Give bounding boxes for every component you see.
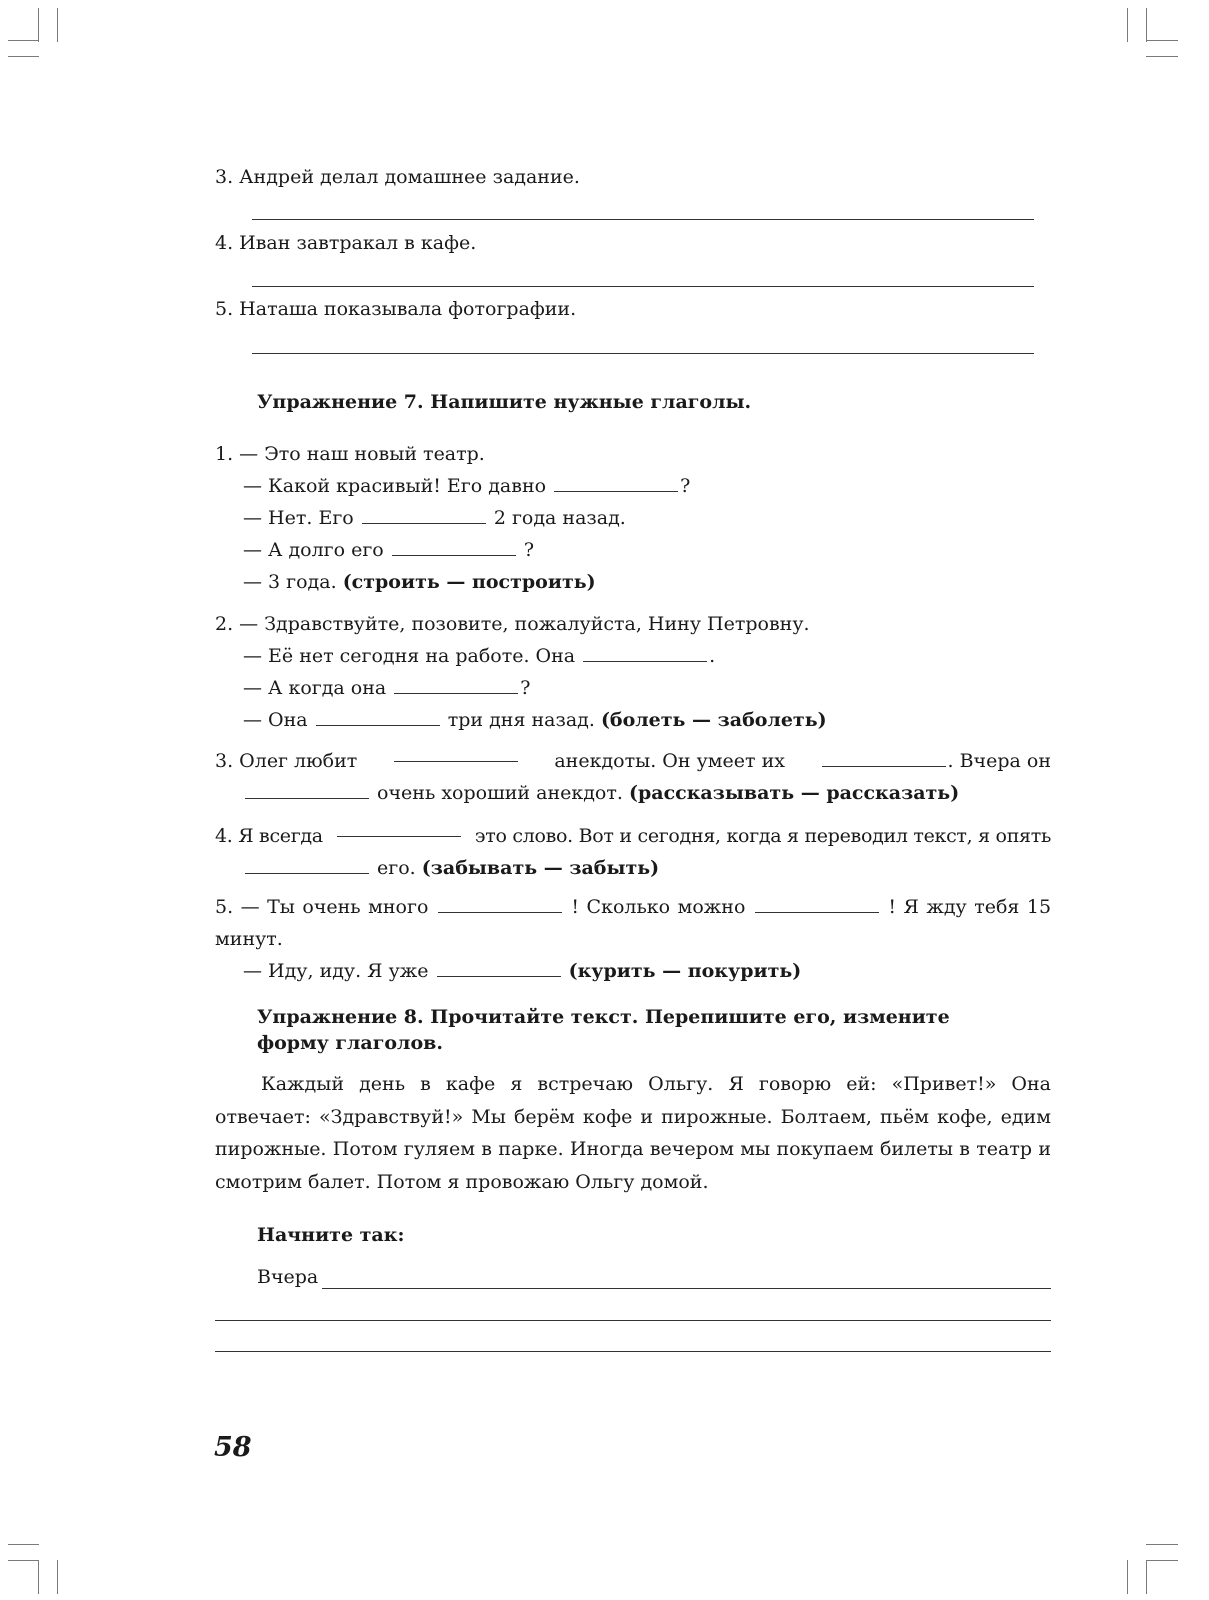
sentence-item: 3. Андрей делал домашнее задание. <box>215 166 580 188</box>
dialog-1-line: 1. — Это наш новый театр. <box>215 443 485 465</box>
exercise-8-text: Каждый день в кафе я встречаю Ольгу. Я говорю ей: «Привет!» Она отвечает: «Здравствуй!» Мы берём кофе и пирожные. Болтаем, пьём кофе, едим пирожные. Потом гуляем в парке. Иногда вечером мы покупаем билеты в театр и смотрим балет. Потом я провожаю Ольгу домой. <box>215 1073 1051 1193</box>
page-number: 58 <box>214 1432 252 1463</box>
sentence-item: 5. Наташа показывала фотографии. <box>215 298 577 320</box>
crop-mark <box>1146 1560 1147 1594</box>
crop-mark <box>38 1560 39 1594</box>
exercise-8-heading: Упражнение 8. Прочитайте текст. Перепишите его, измените форму глаголов. <box>257 1006 950 1054</box>
dialog-2-line <box>243 675 530 701</box>
dialog-1-line <box>243 537 534 563</box>
answer-line[interactable] <box>252 286 1034 287</box>
line-text: — Какой красивый! Его давно <box>243 475 547 497</box>
crop-mark <box>1146 1560 1178 1561</box>
answer-line[interactable] <box>215 1351 1051 1352</box>
answer-line[interactable] <box>252 353 1034 354</box>
crop-mark <box>8 1544 39 1545</box>
start-label: Начните так: <box>257 1224 405 1246</box>
line-text: . <box>709 645 716 667</box>
answer-blank[interactable] <box>394 745 518 762</box>
crop-mark <box>1146 8 1147 42</box>
line-text: его. <box>377 857 416 879</box>
verb-pair: (болеть — заболеть) <box>600 709 827 731</box>
crop-mark <box>57 1560 58 1594</box>
line-text: — Она <box>243 709 308 731</box>
exercise-7-item-3 <box>215 745 1051 809</box>
answer-blank[interactable] <box>316 709 440 726</box>
verb-pair: (строить — построить) <box>342 571 596 593</box>
line-text: 2 года назад. <box>493 507 626 529</box>
line-text: — Иду, иду. Я уже <box>243 960 429 982</box>
answer-blank[interactable] <box>438 896 562 913</box>
crop-mark <box>38 8 39 42</box>
line-text: три дня назад. <box>447 709 595 731</box>
item-line <box>215 955 1051 987</box>
line-text: ? <box>680 475 691 497</box>
line-text: анекдоты. Он умеет их <box>554 750 785 772</box>
exercise-7-heading: Упражнение 7. Напишите нужные глаголы. <box>257 391 752 413</box>
line-text: — А когда она <box>243 677 387 699</box>
crop-mark <box>1127 8 1128 42</box>
dialog-1-line <box>243 505 626 531</box>
line-text: очень хороший анекдот. <box>377 782 623 804</box>
verb-pair: (забывать — забыть) <box>421 857 660 879</box>
exercise-7-item-4 <box>215 820 1051 884</box>
line-text: . Вчера он <box>947 750 1051 772</box>
crop-mark <box>8 56 39 57</box>
crop-mark <box>8 1560 39 1561</box>
answer-blank[interactable] <box>337 820 461 837</box>
crop-mark <box>1127 1560 1128 1594</box>
answer-blank[interactable] <box>822 750 946 767</box>
line-text: — 3 года. <box>243 571 337 593</box>
answer-blank[interactable] <box>245 857 369 874</box>
answer-blank[interactable] <box>394 677 518 694</box>
item-line <box>215 891 1051 955</box>
crop-mark <box>8 40 39 41</box>
item-line <box>215 820 1051 852</box>
answer-line[interactable] <box>252 219 1034 220</box>
line-text: — Её нет сегодня на работе. Она <box>243 645 576 667</box>
crop-mark <box>57 8 58 42</box>
line-text: ! Я жду тебя 15 минут. <box>215 896 1052 950</box>
line-text: — Нет. Его <box>243 507 354 529</box>
crop-mark <box>1146 56 1178 57</box>
verb-pair: (рассказывать — рассказать) <box>628 782 960 804</box>
line-text: ? <box>520 677 531 699</box>
verb-pair: (курить — покурить) <box>568 960 802 982</box>
dialog-2-line: 2. — Здравствуйте, позовите, пожалуйста, Нину Петровну. <box>215 613 810 635</box>
crop-mark <box>1146 40 1178 41</box>
item-line <box>215 777 1051 809</box>
line-text: — А долго его <box>243 539 384 561</box>
answer-blank[interactable] <box>245 782 369 799</box>
dialog-1-line <box>243 569 596 595</box>
start-word: Вчера <box>257 1266 319 1288</box>
line-text: это слово. Вот и сегодня, когда я переводил текст, я опять <box>474 825 1051 847</box>
dialog-2-line <box>243 707 827 733</box>
sentence-item: 4. Иван завтракал в кафе. <box>215 232 477 254</box>
line-text: ! Сколько можно <box>571 896 746 918</box>
line-text: ? <box>523 539 535 561</box>
dialog-1-line <box>243 473 690 499</box>
answer-blank[interactable] <box>362 507 486 524</box>
answer-line[interactable] <box>322 1288 1051 1289</box>
line-text: 4. Я всегда <box>215 825 323 847</box>
answer-blank[interactable] <box>437 960 561 977</box>
line-text: 5. — Ты очень много <box>215 896 429 918</box>
answer-line[interactable] <box>215 1320 1051 1321</box>
answer-blank[interactable] <box>554 475 678 492</box>
item-line <box>215 852 1051 884</box>
answer-with-text <box>820 745 1051 777</box>
crop-mark <box>1146 1544 1178 1545</box>
exercise-7-item-5 <box>215 891 1051 987</box>
item-line <box>215 745 1051 777</box>
answer-blank[interactable] <box>755 896 879 913</box>
line-text: 3. Олег любит <box>215 750 358 772</box>
answer-blank[interactable] <box>583 645 707 662</box>
dialog-2-line <box>243 643 715 669</box>
answer-blank[interactable] <box>392 539 516 556</box>
